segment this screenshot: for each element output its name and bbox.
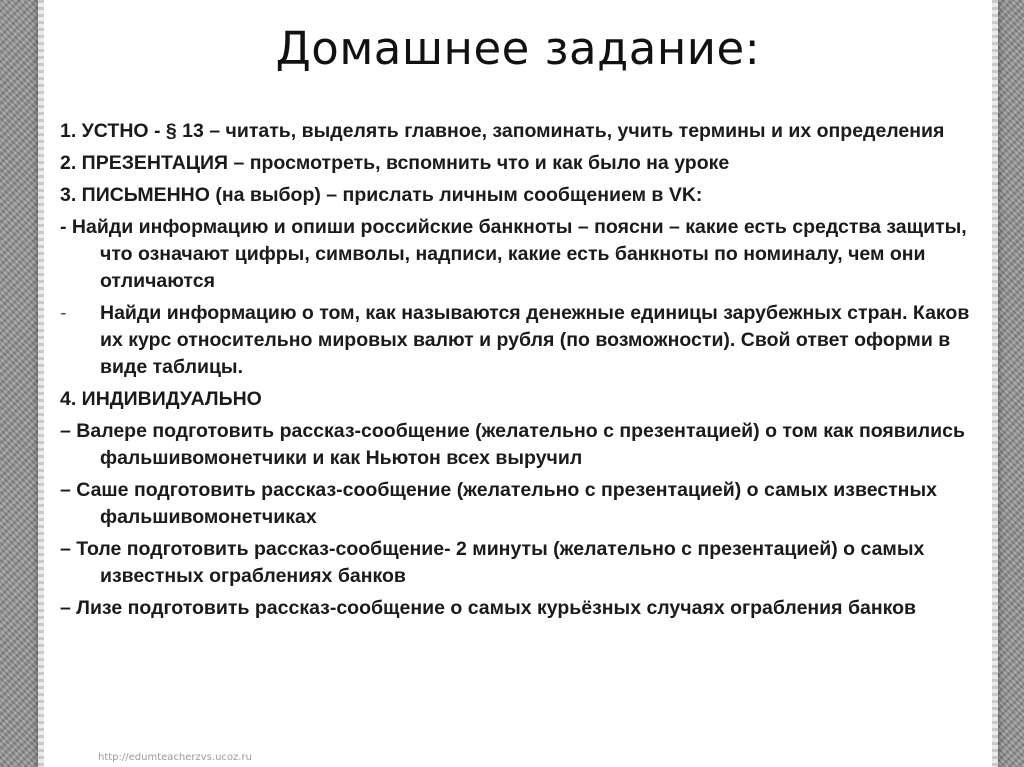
list-item: 4. ИНДИВИДУАЛЬНО — [60, 388, 262, 410]
slide-title: Домашнее задание: — [275, 22, 761, 75]
homework-list — [60, 118, 980, 627]
list-item: – Саше подготовить рассказ-сообщение (желательно с презентацией) о самых известных фальшивомонетчиках — [60, 479, 937, 528]
list-item-text: Найди информацию о том, как называются денежные единицы зарубежных стран. Каков их курс относительно мировых валют и рубля (по возможности). Свой ответ оформи в виде таблицы. — [100, 302, 970, 378]
list-item: – Лизе подготовить рассказ-сообщение о самых курьёзных случаях ограбления банков — [60, 597, 917, 619]
list-item: 1. УСТНО - § 13 – читать, выделять главное, запоминать, учить термины и их определения — [60, 120, 945, 142]
list-item: – Толе подготовить рассказ-сообщение- 2 минуты (желательно с презентацией) о самых известных ограблениях банков — [60, 538, 925, 587]
list-item: - Найди информацию и опиши российские банкноты – поясни – какие есть средства защиты, что означают цифры, символы, надписи, какие есть банкноты по номиналу, чем они отличаются — [60, 216, 967, 292]
slide-panel — [38, 0, 998, 767]
dash-marker: - — [60, 302, 67, 324]
watermark-url: http://edumteacherzvs.ucoz.ru — [98, 752, 252, 763]
list-item: 3. ПИСЬМЕННО (на выбор) – прислать личным сообщением в VK: — [60, 184, 703, 206]
list-item — [60, 300, 980, 381]
list-item: 2. ПРЕЗЕНТАЦИЯ – просмотреть, вспомнить что и как было на уроке — [60, 152, 730, 174]
list-item: – Валере подготовить рассказ-сообщение (желательно с презентацией) о том как появились фальшивомонетчики и как Ньютон всех выручил — [60, 420, 965, 469]
